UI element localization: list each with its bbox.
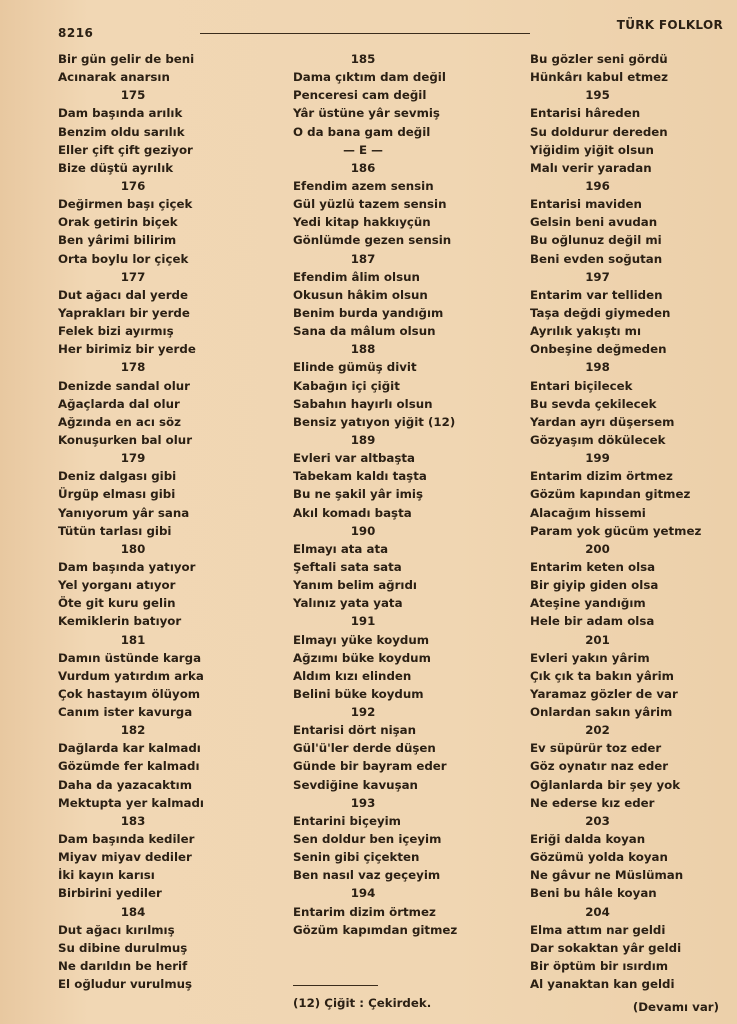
stanza-number: 191: [350, 614, 376, 629]
verse-line: Değirmen başı çiçek: [58, 197, 193, 212]
verse-line: Yiğidim yiğit olsun: [530, 142, 654, 157]
verse-line: Entarim var telliden: [530, 287, 663, 302]
page-number: 8216: [58, 26, 94, 40]
verse-line: Hele bir adam olsa: [530, 614, 655, 629]
stanza-number: 194: [350, 886, 376, 901]
verse-line: Öte git kuru gelin: [58, 596, 176, 611]
stanza-number: 201: [585, 632, 610, 647]
verse-line: Dam başında kediler: [58, 832, 195, 847]
verse-line: Canım ister kavurga: [58, 705, 193, 720]
verse-line: Yardan ayrı düşersem: [530, 414, 675, 429]
verse-line: Acınarak anarsın: [58, 70, 170, 85]
verse-line: Oğlanlarda bir şey yok: [530, 777, 681, 792]
verse-line: Sevdiğine kavuşan: [293, 777, 418, 792]
verse-line: Dama çıktım dam değil: [293, 70, 446, 85]
verse-line: Efendim âlim olsun: [293, 269, 420, 284]
verse-line: Param yok gücüm yetmez: [530, 523, 702, 538]
stanza-number: 187: [350, 251, 376, 266]
verse-line: Senin gibi çiçekten: [293, 850, 420, 865]
verse-line: Ağaçlarda dal olur: [58, 396, 180, 411]
stanza-number: 188: [350, 342, 376, 357]
stanza-number: 184: [120, 904, 146, 919]
verse-line: Belini büke koydum: [293, 686, 424, 701]
stanza-number: 189: [350, 432, 376, 447]
stanza-number: 183: [120, 813, 146, 828]
verse-line: Entarisi maviden: [530, 197, 642, 212]
stanza-number: 200: [585, 541, 610, 556]
verse-line: Günde bir bayram eder: [293, 759, 447, 774]
verse-line: Penceresi cam değil: [293, 88, 427, 103]
verse-line: Entarim dizim örtmez: [293, 904, 436, 919]
verse-line: Entarisi hâreden: [530, 106, 641, 121]
verse-line: Mektupta yer kalmadı: [58, 795, 204, 810]
verse-line: Benzim oldu sarılık: [58, 124, 185, 139]
verse-line: Gönlümde gezen sensin: [293, 233, 452, 248]
verse-line: Dağlarda kar kalmadı: [58, 741, 201, 756]
verse-line: Yaprakları bir yerde: [58, 305, 190, 320]
verse-line: Damın üstünde karga: [58, 650, 202, 665]
verse-line: Dar sokaktan yâr geldi: [530, 940, 682, 955]
verse-line: Sen doldur ben içeyim: [293, 832, 442, 847]
verse-line: Ben yârimi bilirim: [58, 233, 177, 248]
verse-line: Her birimiz bir yerde: [58, 342, 196, 357]
verse-line: Malı verir yaradan: [530, 160, 652, 175]
verse-line: Ev süpürür toz eder: [530, 741, 662, 756]
verse-line: Bu sevda çekilecek: [530, 396, 657, 411]
verse-line: Sabahın hayırlı olsun: [293, 396, 433, 411]
verse-line: Taşa değdi giymeden: [530, 305, 671, 320]
verse-line: Bu ne şakil yâr imiş: [293, 487, 424, 502]
stanza-number: 176: [120, 178, 146, 193]
verse-line: Vurdum yatırdım arka: [58, 668, 204, 683]
verse-line: Okusun hâkim olsun: [293, 287, 428, 302]
verse-line: Su doldurur dereden: [530, 124, 668, 139]
verse-line: Entarini biçeyim: [293, 813, 401, 828]
verse-line: Ateşine yandığım: [530, 596, 646, 611]
stanza-number: 177: [120, 269, 146, 284]
verse-line: Kemiklerin batıyor: [58, 614, 182, 629]
verse-line: Ağzında en acı söz: [58, 414, 181, 429]
stanza-number: 199: [585, 451, 610, 466]
stanza-number: 193: [350, 795, 376, 810]
stanza-number: 196: [585, 178, 610, 193]
poem-column-1: [58, 50, 228, 993]
verse-line: Miyav miyav dediler: [58, 850, 192, 865]
verse-line: Bu oğlunuz değil mi: [530, 233, 662, 248]
verse-line: Gül yüzlü tazem sensin: [293, 197, 447, 212]
verse-line: Elma attım nar geldi: [530, 922, 666, 937]
stanza-number: 195: [585, 88, 610, 103]
verse-line: Yâr üstüne yâr sevmiş: [293, 106, 440, 121]
verse-line: Dam başında arılık: [58, 106, 183, 121]
continued-note: (Devamı var): [632, 1000, 719, 1014]
verse-line: Ağzımı büke koydum: [293, 650, 431, 665]
verse-line: Yanım belim ağrıdı: [293, 578, 417, 593]
verse-line: Göz oynatır naz eder: [530, 759, 669, 774]
verse-line: O da bana gam değil: [293, 124, 431, 139]
verse-line: Felek bizi ayırmış: [58, 324, 174, 339]
verse-line: Dut ağacı dal yerde: [58, 287, 188, 302]
verse-line: Ben nasıl vaz geçeyim: [293, 868, 441, 883]
verse-line: Al yanaktan kan geldi: [530, 977, 675, 992]
verse-line: El oğludur vurulmuş: [58, 977, 193, 992]
poem-column-3: [530, 50, 725, 993]
verse-line: Entarim dizim örtmez: [530, 469, 673, 484]
verse-line: Denizde sandal olur: [58, 378, 190, 393]
verse-line: Gözüm kapından gitmez: [530, 487, 691, 502]
stanza-number: 175: [120, 88, 146, 103]
stanza-number: 180: [120, 541, 146, 556]
verse-line: Tabekam kaldı taşta: [293, 469, 427, 484]
verse-line: Tütün tarlası gibi: [58, 523, 172, 538]
verse-line: Konuşurken bal olur: [58, 432, 193, 447]
verse-line: Bu gözler seni gördü: [530, 52, 668, 66]
verse-line: Benim burda yandığım: [293, 305, 444, 320]
verse-line: Ürgüp elması gibi: [58, 487, 176, 502]
verse-line: Gözümde fer kalmadı: [58, 759, 200, 774]
stanza-number: — E —: [343, 142, 383, 157]
verse-line: Onbeşine değmeden: [530, 342, 667, 357]
verse-line: Elmayı ata ata: [293, 541, 389, 556]
verse-line: Yalınız yata yata: [293, 596, 403, 611]
verse-line: Eller çift çift geziyor: [58, 142, 193, 157]
verse-line: Beni bu hâle koyan: [530, 886, 657, 901]
verse-line: Bir gün gelir de beni: [58, 52, 195, 66]
verse-line: Çık çık ta bakın yârim: [530, 668, 674, 683]
verse-line: İki kayın karısı: [58, 868, 155, 883]
verse-line: Bir öptüm bir ısırdım: [530, 959, 669, 974]
stanza-number: 198: [585, 360, 610, 375]
verse-line: Su dibine durulmuş: [58, 940, 188, 955]
stanza-number: 181: [120, 632, 146, 647]
verse-line: Sana da mâlum olsun: [293, 324, 436, 339]
verse-line: Bensiz yatıyon yiğit (12): [293, 414, 456, 429]
verse-line: Şeftali sata sata: [293, 559, 402, 574]
verse-line: Dut ağacı kırılmış: [58, 922, 175, 937]
verse-line: Gelsin beni avudan: [530, 215, 658, 230]
verse-line: Gül'ü'ler derde düşen: [293, 741, 436, 756]
stanza-number: 185: [350, 52, 376, 66]
stanza-number: 179: [120, 451, 146, 466]
verse-line: Entarim keten olsa: [530, 559, 656, 574]
verse-line: Aldım kızı elinden: [293, 668, 412, 683]
verse-line: Ayrılık yakıştı mı: [530, 324, 641, 339]
verse-line: Daha da yazacaktım: [58, 777, 192, 792]
verse-line: Ne ederse kız eder: [530, 795, 655, 810]
verse-line: Elinde gümüş divit: [293, 360, 417, 375]
stanza-number: 182: [120, 723, 146, 738]
verse-line: Orta boylu lor çiçek: [58, 251, 189, 266]
verse-line: Gözümü yolda koyan: [530, 850, 668, 865]
stanza-number: 204: [585, 904, 610, 919]
verse-line: Elmayı yüke koydum: [293, 632, 430, 647]
verse-line: Bir giyip giden olsa: [530, 578, 659, 593]
verse-line: Entari biçilecek: [530, 378, 633, 393]
verse-line: Hünkârı kabul etmez: [530, 70, 669, 85]
verse-line: Ne gâvur ne Müslüman: [530, 868, 684, 883]
verse-line: Kabağın içi çiğit: [293, 378, 400, 393]
verse-line: Beni evden soğutan: [530, 251, 663, 266]
verse-line: Orak getirin biçek: [58, 215, 178, 230]
stanza-number: 192: [350, 705, 376, 720]
verse-line: Birbirini yediler: [58, 886, 162, 901]
verse-line: Deniz dalgası gibi: [58, 469, 177, 484]
verse-line: Efendim azem sensin: [293, 178, 434, 193]
stanza-number: 197: [585, 269, 610, 284]
footnote: (12) Çiğit : Çekirdek.: [293, 996, 432, 1010]
header-rule: [200, 33, 530, 34]
stanza-number: 186: [350, 160, 376, 175]
verse-line: Evleri var altbaşta: [293, 451, 416, 466]
verse-line: Akıl komadı başta: [293, 505, 412, 520]
journal-title: TÜRK FOLKLOR: [616, 18, 723, 32]
verse-line: Yedi kitap hakkıyçün: [293, 215, 431, 230]
verse-line: Yanıyorum yâr sana: [58, 505, 190, 520]
verse-line: Onlardan sakın yârim: [530, 705, 673, 720]
stanza-number: 178: [120, 360, 146, 375]
verse-line: Dam başında yatıyor: [58, 559, 196, 574]
stanza-number: 190: [350, 523, 376, 538]
verse-line: Gözyaşım dökülecek: [530, 432, 666, 447]
footnote-rule: [293, 985, 378, 986]
verse-line: Alacağım hissemi: [530, 505, 646, 520]
verse-line: Yaramaz gözler de var: [530, 686, 678, 701]
poem-column-2: [293, 50, 473, 939]
stanza-number: 202: [585, 723, 610, 738]
stanza-number: 203: [585, 813, 610, 828]
verse-line: Eriği dalda koyan: [530, 832, 646, 847]
verse-line: Evleri yakın yârim: [530, 650, 650, 665]
verse-line: Yel yorganı atıyor: [58, 578, 176, 593]
verse-line: Gözüm kapımdan gitmez: [293, 922, 458, 937]
verse-line: Bize düştü ayrılık: [58, 160, 174, 175]
verse-line: Ne darıldın be herif: [58, 959, 188, 974]
verse-line: Çok hastayım ölüyom: [58, 686, 201, 701]
verse-line: Entarisi dört nişan: [293, 723, 417, 738]
